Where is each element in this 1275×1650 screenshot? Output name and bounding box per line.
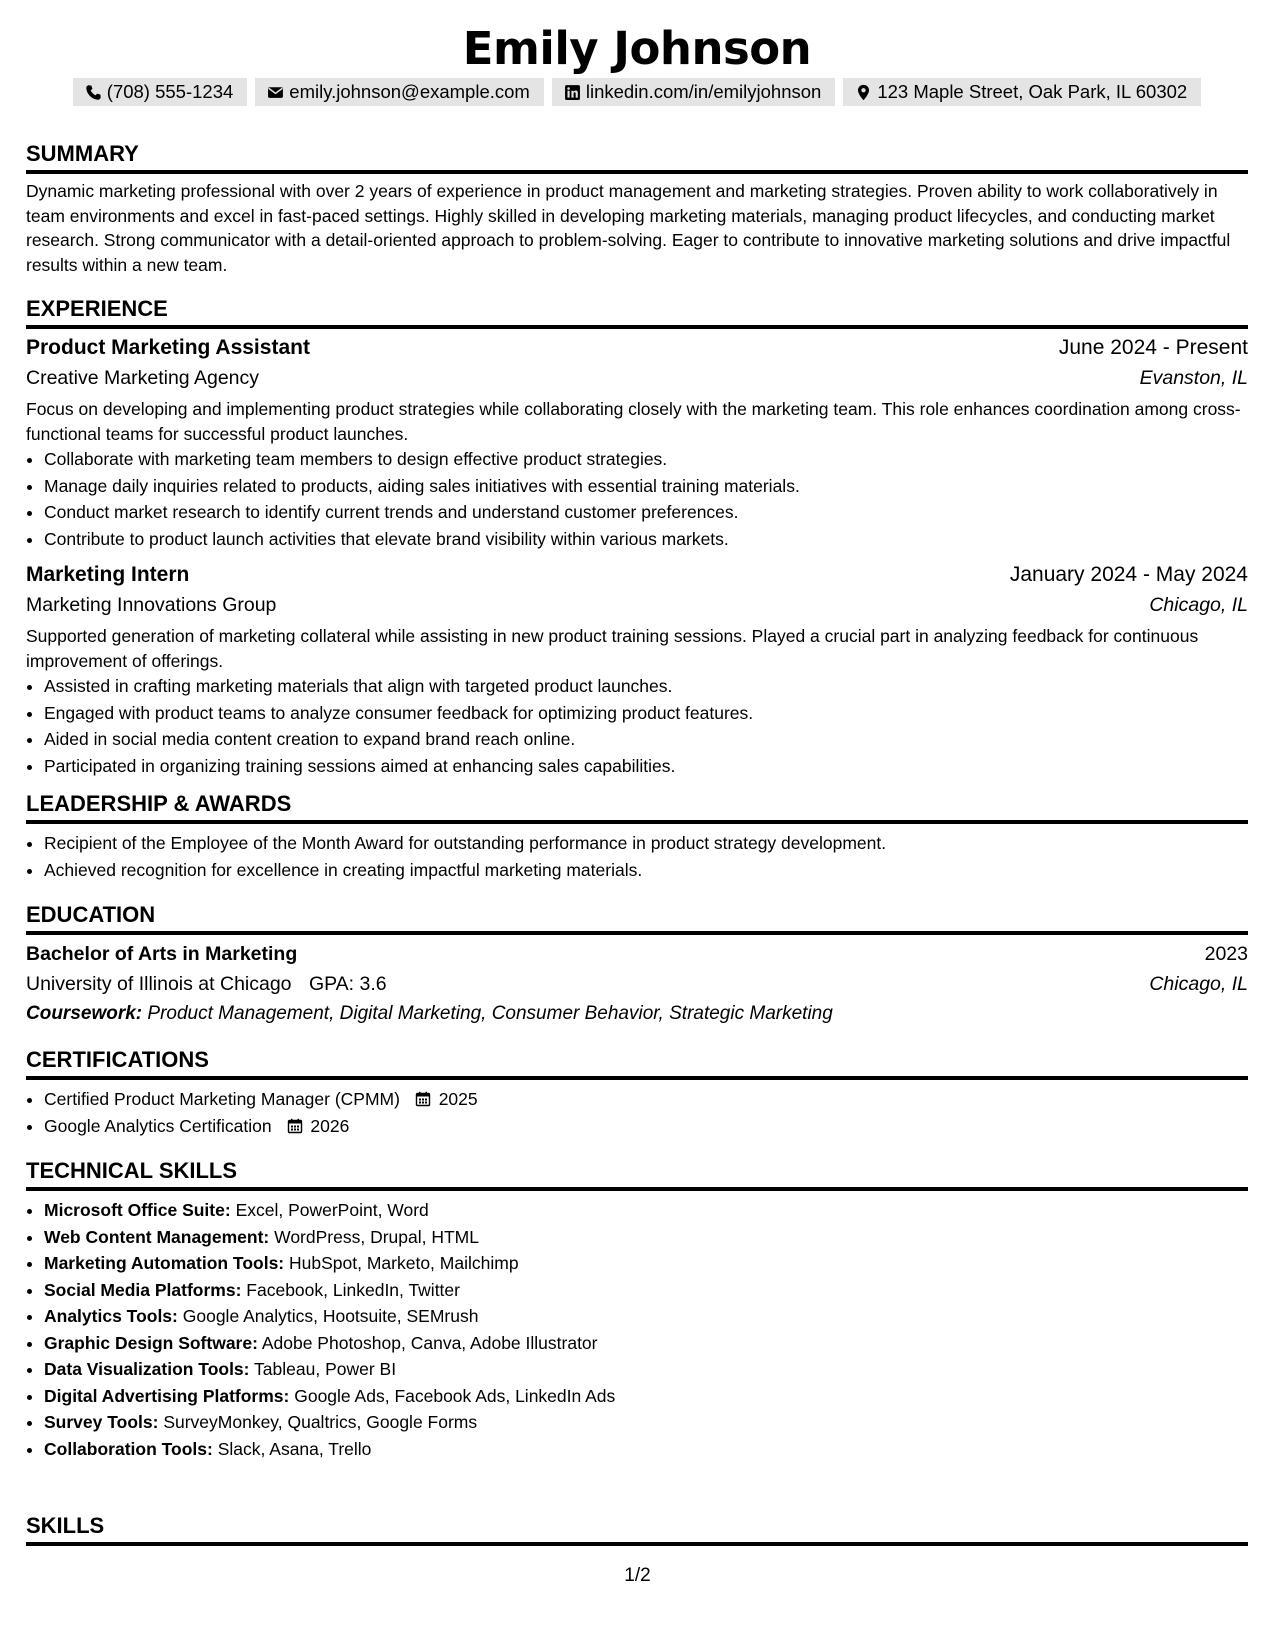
job-entry [26,333,1248,552]
list-item: • Manage daily inquiries related to products, aiding sales initiatives with essential training materials. [44,473,1248,500]
job-title: Marketing Intern [26,563,190,586]
contact-address-text: 123 Maple Street, Oak Park, IL 60302 [877,81,1188,102]
list-item: • Conduct market research to identify current trends and understand customer preferences. [44,499,1248,526]
skill-label: Collaboration Tools: [44,1438,213,1459]
contact-email[interactable] [255,78,544,106]
section-title-education: EDUCATION [26,901,1248,935]
certification-name: Google Analytics Certification [44,1115,272,1136]
contact-address [843,78,1201,106]
skill-value: Slack, Asana, Trello [217,1438,372,1459]
contact-phone[interactable] [73,78,248,106]
school: University of Illinois at Chicago [26,973,292,995]
certifications-section [26,1046,1248,1139]
skill-value: Tableau, Power BI [254,1359,397,1379]
calendar-icon [415,1091,431,1107]
list-item: • Participated in organizing training sessions aimed at enhancing sales capabilities. [44,753,1248,780]
degree: Bachelor of Arts in Marketing [26,943,298,965]
skill-label: Digital Advertising Platforms: [44,1385,290,1406]
page-number: 1/2 [624,1565,651,1586]
skill-value: HubSpot, Marketo, Mailchimp [289,1253,519,1273]
certification-name: Certified Product Marketing Manager (CPMM) [44,1089,400,1109]
list-item: • Engaged with product teams to analyze consumer feedback for optimizing product features. [44,700,1248,727]
linkedin-icon [564,84,581,101]
section-title-technical-skills: TECHNICAL SKILLS [26,1157,1248,1191]
list-item [44,1436,1248,1463]
job-location: Chicago, IL [1149,594,1248,616]
list-item [44,1250,1248,1277]
skills-section [26,1512,1248,1546]
contact-bar [26,78,1248,106]
leadership-bullets [26,830,1248,883]
skill-value: Google Ads, Facebook Ads, LinkedIn Ads [294,1385,616,1406]
section-title-summary: SUMMARY [26,140,1248,174]
contact-phone-text: (708) 555-1234 [106,81,234,102]
list-item: • Collaborate with marketing team members to design effective product strategies. [44,446,1248,473]
candidate-name: Emily Johnson [462,22,812,75]
list-item: • Contribute to product launch activities that elevate brand visibility within various markets. [44,526,1248,553]
job-entry [26,560,1248,779]
skill-label: Web Content Management: [44,1226,270,1247]
coursework-list: Product Management, Digital Marketing, Consumer Behavior, Strategic Marketing [147,1003,833,1024]
job-company: Creative Marketing Agency [26,367,260,389]
list-item [44,1277,1248,1304]
envelope-icon [267,84,284,101]
job-title: Product Marketing Assistant [26,336,310,359]
coursework [26,999,1248,1029]
calendar-icon [287,1118,303,1134]
list-item [44,1356,1248,1383]
resume-page [26,0,1248,1538]
skill-label: Data Visualization Tools: [44,1359,250,1379]
list-item: • Assisted in crafting marketing materials that align with targeted product launches. [44,673,1248,700]
skill-value: WordPress, Drupal, HTML [274,1226,479,1247]
certification-list [26,1086,1248,1139]
technical-skills-list [26,1197,1248,1462]
skill-label: Survey Tools: [44,1412,159,1432]
job-location: Evanston, IL [1139,367,1248,389]
skill-value: Facebook, LinkedIn, Twitter [246,1279,460,1300]
section-title-skills: SKILLS [26,1512,1248,1546]
contact-email-text: emily.johnson@example.com [289,81,530,102]
contact-linkedin[interactable] [552,78,835,106]
job-dates: January 2024 - May 2024 [1009,563,1248,586]
summary-section [26,140,1248,277]
certification-year: 2026 [310,1115,350,1136]
skill-value: SurveyMonkey, Qualtrics, Google Forms [163,1412,478,1432]
list-item [44,1224,1248,1251]
skill-value: Excel, PowerPoint, Word [235,1200,429,1220]
skill-label: Microsoft Office Suite: [44,1200,231,1220]
list-item [44,1197,1248,1224]
job-dates: June 2024 - Present [1058,336,1248,359]
education-section [26,901,1248,1029]
list-item [44,1303,1248,1330]
list-item: • Recipient of the Employee of the Month Award for outstanding performance in product strategy development. [44,830,1248,857]
job-bullets [26,673,1248,779]
section-title-experience: EXPERIENCE [26,295,1248,329]
job-company: Marketing Innovations Group [26,594,277,616]
list-item [44,1409,1248,1436]
list-item: • Achieved recognition for excellence in creating impactful marketing materials. [44,857,1248,884]
list-item [44,1113,1248,1140]
list-item [44,1383,1248,1410]
school-location: Chicago, IL [1149,973,1248,995]
map-pin-icon [855,84,872,101]
phone-icon [85,84,102,101]
coursework-label: Coursework: [26,1003,143,1024]
section-title-certifications: CERTIFICATIONS [26,1046,1248,1080]
technical-skills-section [26,1157,1248,1462]
skill-label: Analytics Tools: [44,1306,178,1326]
list-item [44,1086,1248,1113]
contact-linkedin-text: linkedin.com/in/emilyjohnson [585,81,822,102]
skill-label: Social Media Platforms: [44,1279,242,1300]
job-description: Supported generation of marketing collateral while assisting in new product training sessions. Played a crucial part in analyzing feedback for continuous improvement of offerings. [26,626,1199,671]
job-bullets [26,446,1248,552]
skill-value: Google Analytics, Hootsuite, SEMrush [182,1306,479,1326]
leadership-section [26,790,1248,883]
certification-year: 2025 [438,1089,478,1109]
list-item: • Aided in social media content creation to expand brand reach online. [44,726,1248,753]
gpa: GPA: 3.6 [308,973,387,995]
section-title-leadership: LEADERSHIP & AWARDS [26,790,1248,824]
graduation-year: 2023 [1204,943,1248,965]
job-description: Focus on developing and implementing product strategies while collaborating closely with the marketing team. This role enhances coordination among cross-functional teams for successful product launches. [26,399,1241,444]
skill-label: Marketing Automation Tools: [44,1253,285,1273]
list-item [44,1330,1248,1357]
summary-text: Dynamic marketing professional with over 2 years of experience in product management and marketing strategies. Proven ability to work collaboratively in team environments and excel in fast-paced settings. Highly skilled in developing marketing materials, managing product lifecycles, and conducting market research. Strong communicator with a detail-oriented approach to problem-solving. Eager to contribute to innovative marketing solutions and drive impactful results within a new team. [26,181,1231,275]
skill-label: Graphic Design Software: [44,1332,258,1353]
skill-value: Adobe Photoshop, Canva, Adobe Illustrator [261,1332,598,1353]
experience-section [26,295,1248,779]
